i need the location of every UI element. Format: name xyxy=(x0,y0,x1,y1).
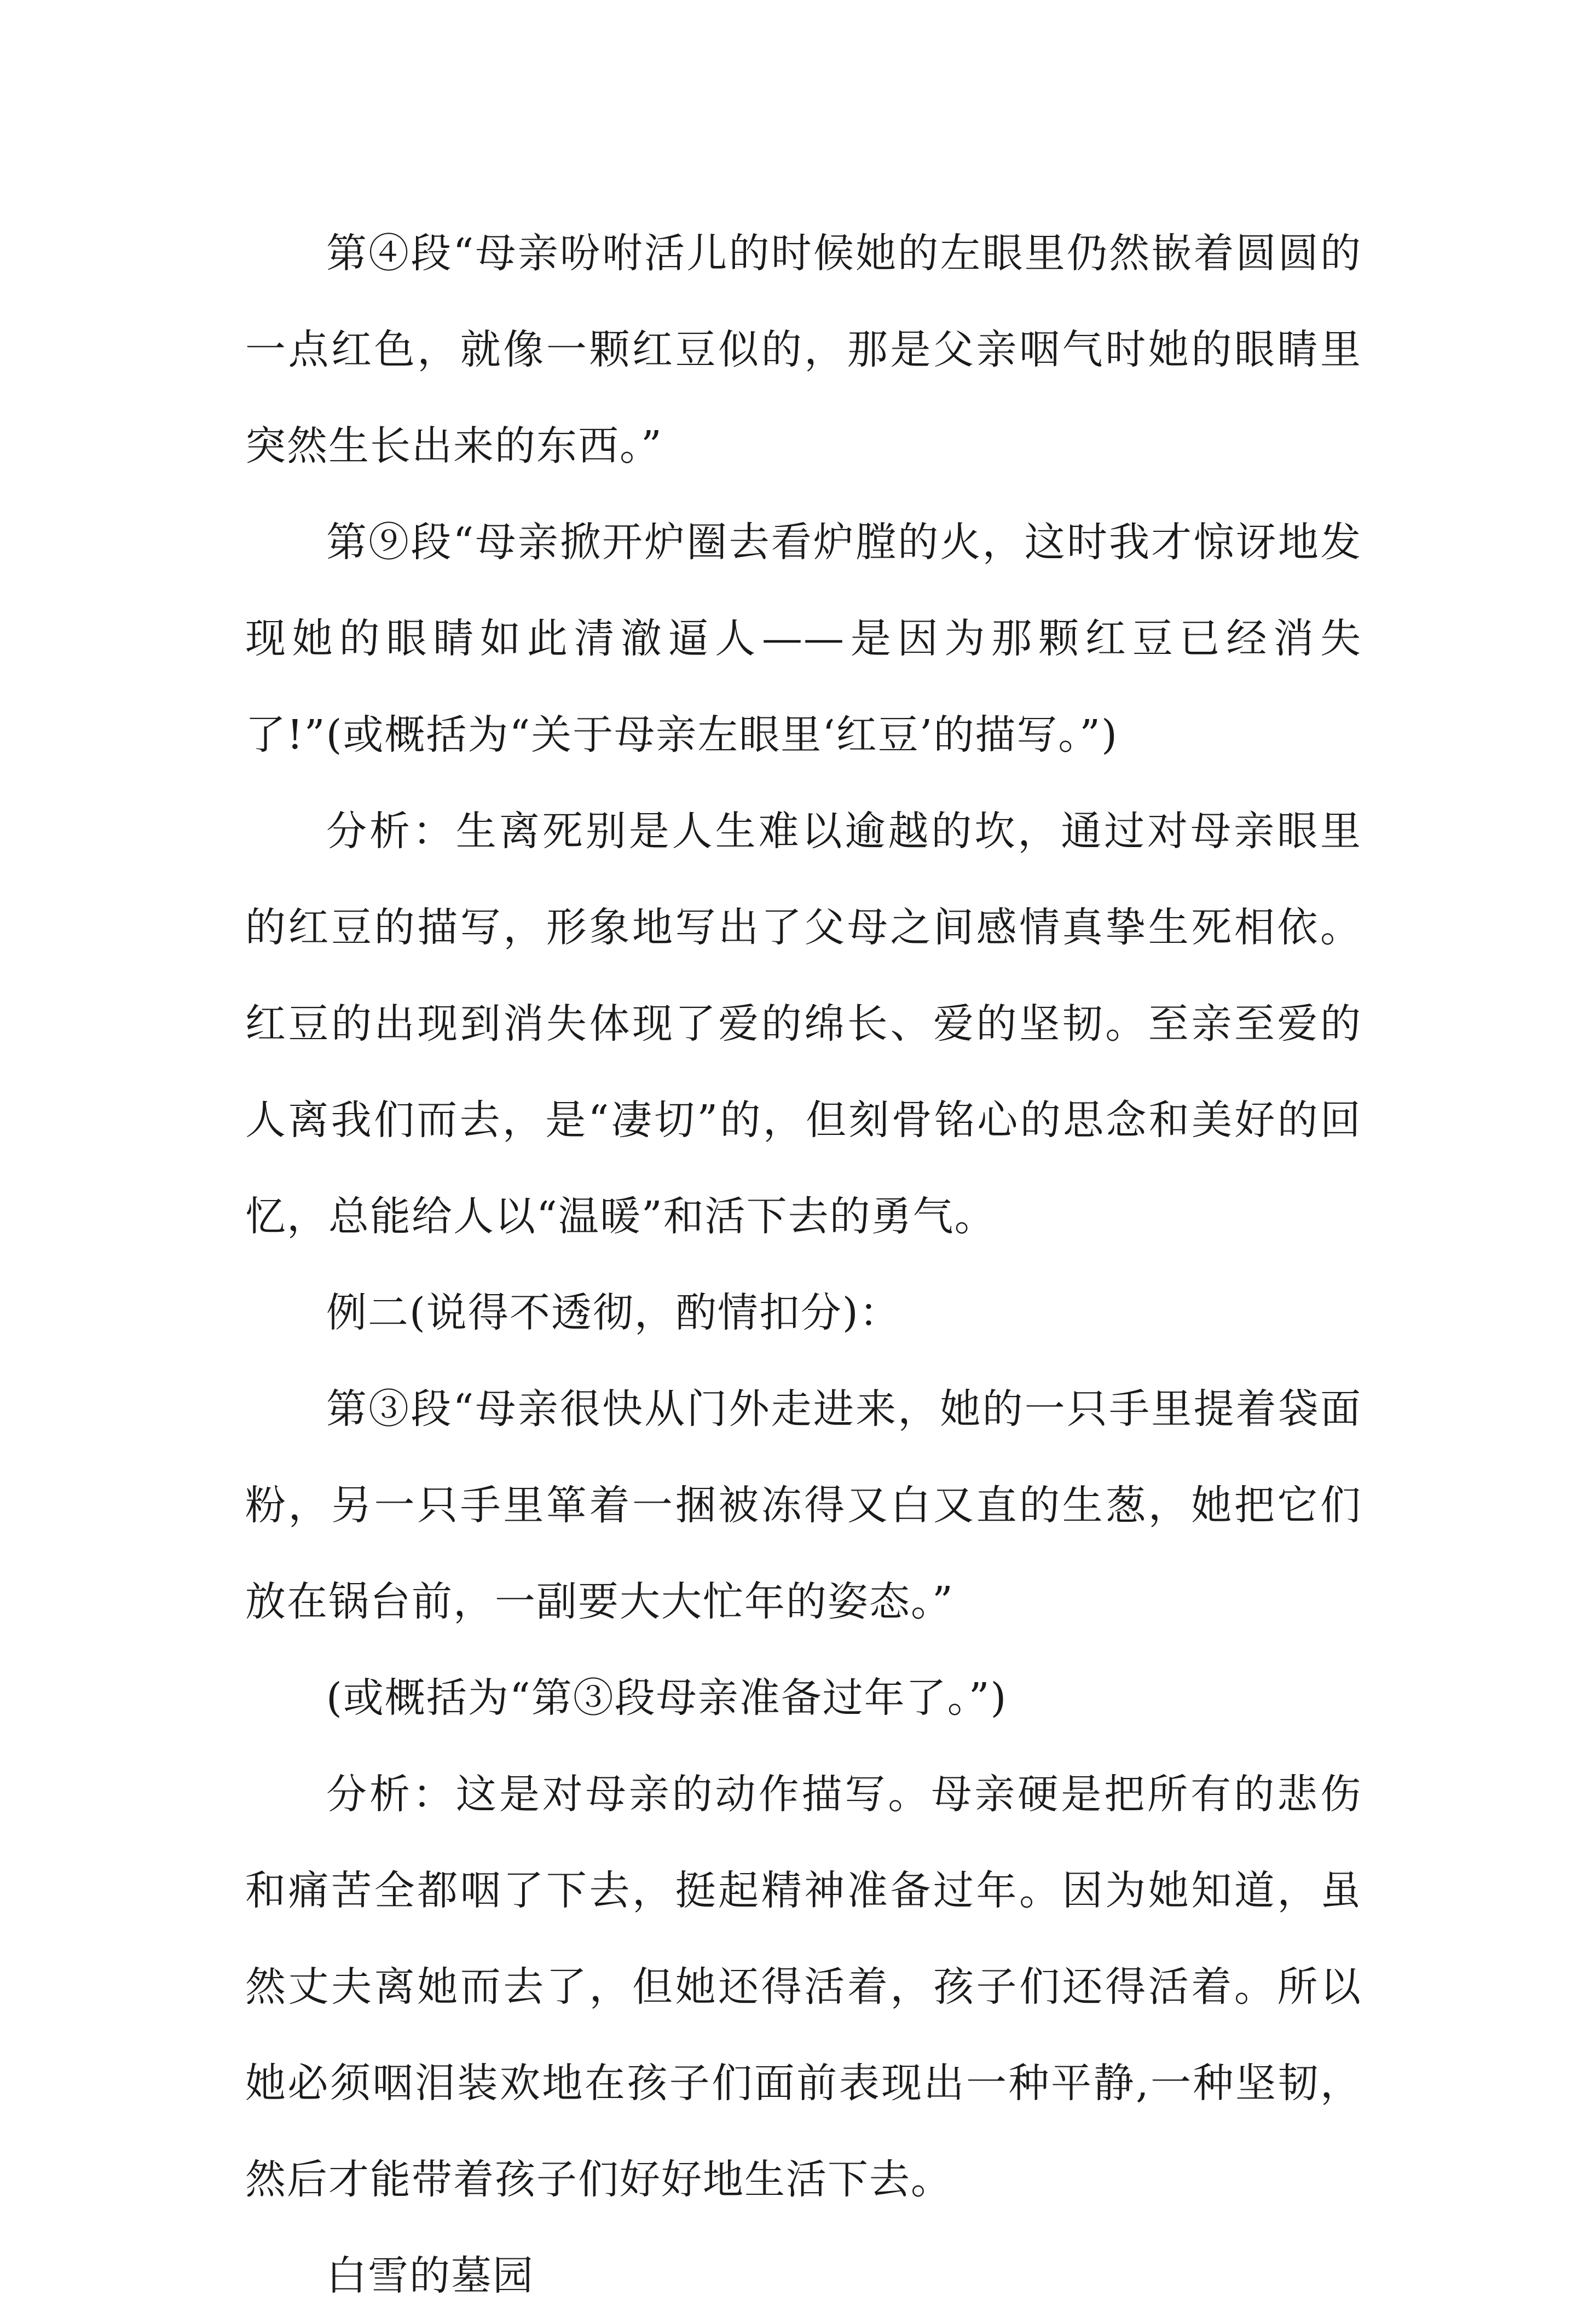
paragraph-quote-3: 第③段“母亲很快从门外走进来，她的一只手里提着袋面粉，另一只手里箪着一捆被冻得又白又直的生葱，她把它们放在锅台前，一副要大大忙年的姿态。” xyxy=(245,1386,1362,1625)
paragraph-analysis-1: 分析：生离死别是人生难以逾越的坎，通过对母亲眼里的红豆的描写，形象地写出了父母之间感情真挚生死相依。红豆的出现到消失体现了爱的绵长、爱的坚韧。至亲至爱的人离我们而去，是“凄切”的，但刻骨铭心的思念和美好的回忆，总能给人以“温暖”和活下去的勇气。 xyxy=(245,808,1362,1240)
paragraph-summary-3: (或概括为“第③段母亲准备过年了。”) xyxy=(326,1674,1008,1722)
paragraph-quote-9: 第⑨段“母亲掀开炉圈去看炉膛的火，这时我才惊讶地发现她的眼睛如此清澈逼人——是因为那颗红豆已经消失了!”(或概括为“关于母亲左眼里‘红豆’的描写。”) xyxy=(245,519,1362,758)
paragraph-section-title: 白雪的墓园 xyxy=(326,2252,534,2299)
paragraph-example-2-heading: 例二(说得不透彻，酌情扣分)： xyxy=(326,1289,901,1336)
paragraph-analysis-2: 分析：这是对母亲的动作描写。母亲硬是把所有的悲伤和痛苦全都咽了下去，挺起精神准备过年。因为她知道，虽然丈夫离她而去了，但她还得活着，孩子们还得活着。所以她必须咽泪装欢地在孩子们面前表现出一种平静,一种坚韧，然后才能带着孩子们好好地生活下去。 xyxy=(245,1771,1362,2203)
document-body xyxy=(245,205,1362,2324)
paragraph-quote-4: 第④段“母亲吩咐活儿的时候她的左眼里仍然嵌着圆圆的一点红色，就像一颗红豆似的，那是父亲咽气时她的眼睛里突然生长出来的东西。” xyxy=(245,230,1362,470)
